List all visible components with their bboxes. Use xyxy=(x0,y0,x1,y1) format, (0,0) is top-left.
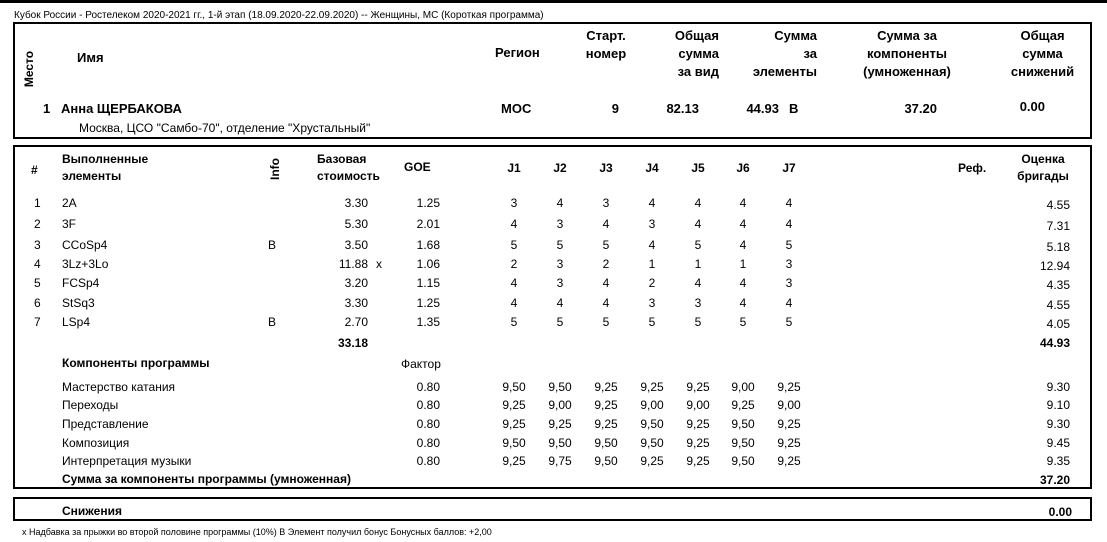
row-score: 4.05 xyxy=(1046,317,1070,331)
component-judge-5: 9,25 xyxy=(686,380,710,394)
row-num: 5 xyxy=(34,276,41,290)
row-num: 7 xyxy=(34,315,41,329)
component-judge-4: 9,25 xyxy=(640,454,664,468)
tes-value: 44.93 xyxy=(746,101,779,116)
row-judge-1: 2 xyxy=(510,257,518,271)
summary-box xyxy=(13,22,1092,139)
row-judge-4: 3 xyxy=(648,296,656,310)
row-info: B xyxy=(268,238,277,252)
row-judge-6: 4 xyxy=(739,276,747,290)
component-judge-5: 9,00 xyxy=(686,398,710,412)
component-judge-3: 9,25 xyxy=(594,417,618,431)
start-number-value: 9 xyxy=(611,101,619,116)
component-judge-5: 9,25 xyxy=(686,454,710,468)
component-judge-7: 9,25 xyxy=(777,417,801,431)
row-judge-1: 4 xyxy=(510,276,518,290)
col-base-header: Базовая стоимость xyxy=(317,152,380,183)
row-judge-1: 4 xyxy=(510,296,518,310)
row-base: 3.20 xyxy=(344,276,368,290)
row-goe: 2.01 xyxy=(416,217,440,231)
component-judge-4: 9,25 xyxy=(640,380,664,394)
row-score: 4.55 xyxy=(1046,198,1070,212)
judge-header-2: J2 xyxy=(553,161,567,175)
row-judge-7: 5 xyxy=(785,238,793,252)
row-judge-1: 4 xyxy=(510,217,518,231)
component-judge-2: 9,25 xyxy=(548,417,572,431)
total-score-value: 82.13 xyxy=(666,101,699,116)
deductions-total: 0.00 xyxy=(1048,505,1072,519)
row-judge-6: 4 xyxy=(739,196,747,210)
row-goe: 1.15 xyxy=(416,276,440,290)
component-factor: 0.80 xyxy=(416,454,440,468)
judge-header-3: J3 xyxy=(599,161,613,175)
judge-header-1: J1 xyxy=(507,161,521,175)
row-judge-2: 4 xyxy=(556,196,564,210)
row-num: 6 xyxy=(34,296,41,310)
row-element: 3Lz+3Lo xyxy=(62,257,109,271)
row-judge-5: 4 xyxy=(694,217,702,231)
skater-name: Анна ЩЕРБАКОВА xyxy=(61,101,182,116)
row-base: 3.50 xyxy=(344,238,368,252)
row-num: 2 xyxy=(34,217,41,231)
component-judge-7: 9,25 xyxy=(777,380,801,394)
component-name: Композиция xyxy=(62,436,130,450)
row-judge-4: 3 xyxy=(648,217,656,231)
component-judge-4: 9,50 xyxy=(640,417,664,431)
row-base: 11.88 xyxy=(338,257,368,271)
component-judge-1: 9,25 xyxy=(502,398,526,412)
component-judge-4: 9,50 xyxy=(640,436,664,450)
region-value: МОС xyxy=(501,101,532,116)
row-element: 2A xyxy=(62,196,77,210)
judge-header-4: J4 xyxy=(645,161,659,175)
row-judge-7: 3 xyxy=(785,276,793,290)
row-judge-7: 4 xyxy=(785,196,793,210)
event-header: Кубок России - Ростелеком 2020-2021 гг., 1-й этап (18.09.2020-22.09.2020) -- Женщины, МС (Короткая программа) xyxy=(14,10,544,21)
row-element: StSq3 xyxy=(62,296,95,310)
row-num: 1 xyxy=(34,196,41,210)
row-judge-2: 4 xyxy=(556,296,564,310)
row-judge-6: 4 xyxy=(739,238,747,252)
row-judge-6: 4 xyxy=(739,296,747,310)
row-judge-3: 5 xyxy=(602,315,610,329)
row-judge-6: 4 xyxy=(739,217,747,231)
component-judge-7: 9,25 xyxy=(777,454,801,468)
base-total: 33.18 xyxy=(337,336,368,350)
col-goe-header: GOE xyxy=(404,160,431,174)
tes-header: Сумма за элементы xyxy=(752,28,817,79)
row-judge-4: 5 xyxy=(648,315,656,329)
component-score: 9.30 xyxy=(1046,380,1070,394)
row-element: CCoSp4 xyxy=(62,238,108,252)
component-judge-5: 9,25 xyxy=(686,436,710,450)
deductions-label: Снижения xyxy=(62,504,122,518)
component-judge-1: 9,25 xyxy=(502,454,526,468)
row-judge-3: 4 xyxy=(602,276,610,290)
components-total-value: 37.20 xyxy=(1039,473,1070,487)
component-name: Переходы xyxy=(62,398,119,412)
component-judge-3: 9,25 xyxy=(594,380,618,394)
tes-bonus-mark: B xyxy=(789,101,799,116)
row-judge-4: 4 xyxy=(648,238,656,252)
row-judge-7: 3 xyxy=(785,257,793,271)
col-score-header: Оценка бригады xyxy=(1017,152,1069,183)
component-judge-6: 9,25 xyxy=(731,398,755,412)
judge-header-7: J7 xyxy=(782,161,796,175)
component-score: 9.35 xyxy=(1046,454,1070,468)
row-goe: 1.06 xyxy=(416,257,440,271)
component-score: 9.10 xyxy=(1046,398,1070,412)
name-header: Имя xyxy=(77,50,104,65)
footnote: x Надбавка за прыжки во второй половине программы (10%) B Элемент получил бонус Бонусных баллов: +2,00 xyxy=(22,527,492,537)
row-judge-6: 5 xyxy=(739,315,747,329)
row-judge-1: 3 xyxy=(510,196,518,210)
row-judge-7: 4 xyxy=(785,217,793,231)
row-judge-4: 2 xyxy=(648,276,656,290)
row-judge-3: 4 xyxy=(602,296,610,310)
row-base: 5.30 xyxy=(344,217,368,231)
component-judge-3: 9,25 xyxy=(594,398,618,412)
row-score: 4.55 xyxy=(1046,298,1070,312)
deductions-header: Общая сумма снижений xyxy=(1010,28,1075,79)
row-judge-5: 5 xyxy=(694,315,702,329)
row-judge-7: 4 xyxy=(785,296,793,310)
col-ref-header: Реф. xyxy=(958,161,987,175)
row-judge-3: 5 xyxy=(602,238,610,252)
component-judge-2: 9,50 xyxy=(548,380,572,394)
component-judge-7: 9,25 xyxy=(777,436,801,450)
row-base: 2.70 xyxy=(344,315,368,329)
row-judge-5: 4 xyxy=(694,276,702,290)
row-judge-2: 3 xyxy=(556,217,564,231)
row-element: FCSp4 xyxy=(62,276,100,290)
row-goe: 1.68 xyxy=(416,238,440,252)
component-judge-3: 9,50 xyxy=(594,454,618,468)
component-name: Представление xyxy=(62,417,149,431)
component-name: Мастерство катания xyxy=(62,380,176,394)
judge-header-6: J6 xyxy=(736,161,750,175)
component-score: 9.45 xyxy=(1046,436,1070,450)
component-judge-1: 9,50 xyxy=(502,436,526,450)
row-num: 4 xyxy=(34,257,41,271)
component-name: Интерпретация музыки xyxy=(62,454,192,468)
row-score: 7.31 xyxy=(1046,219,1070,233)
component-factor: 0.80 xyxy=(416,380,440,394)
factor-header: Фактор xyxy=(401,357,441,371)
deductions-box xyxy=(13,497,1092,521)
component-score: 9.30 xyxy=(1046,417,1070,431)
place-value: 1 xyxy=(43,101,51,116)
row-judge-5: 1 xyxy=(694,257,702,271)
row-judge-3: 3 xyxy=(602,196,610,210)
row-judge-7: 5 xyxy=(785,315,793,329)
row-num: 3 xyxy=(34,238,41,252)
row-goe: 1.25 xyxy=(416,296,440,310)
row-goe: 1.35 xyxy=(416,315,440,329)
col-elements-header: Выполненные элементы xyxy=(62,152,149,183)
row-judge-3: 2 xyxy=(602,257,610,271)
component-judge-4: 9,00 xyxy=(640,398,664,412)
elements-score-total: 44.93 xyxy=(1039,336,1070,350)
row-goe: 1.25 xyxy=(416,196,440,210)
pcs-value: 37.20 xyxy=(904,101,937,116)
component-judge-6: 9,50 xyxy=(731,436,755,450)
components-title: Компоненты программы xyxy=(62,356,210,370)
component-factor: 0.80 xyxy=(416,417,440,431)
row-judge-2: 5 xyxy=(556,238,564,252)
component-judge-2: 9,00 xyxy=(548,398,572,412)
club-name: Москва, ЦСО "Самбо-70", отделение "Хрустальный" xyxy=(79,121,371,135)
row-judge-6: 1 xyxy=(739,257,747,271)
row-judge-1: 5 xyxy=(510,238,518,252)
row-judge-3: 4 xyxy=(602,217,610,231)
component-judge-6: 9,50 xyxy=(731,454,755,468)
col-info-header: Info xyxy=(268,158,282,180)
row-base: 3.30 xyxy=(344,296,368,310)
row-score: 5.18 xyxy=(1046,240,1070,254)
total-score-header: Общая сумма за вид xyxy=(674,28,719,79)
component-judge-2: 9,50 xyxy=(548,436,572,450)
row-base: 3.30 xyxy=(344,196,368,210)
component-judge-7: 9,00 xyxy=(777,398,801,412)
col-num-header: # xyxy=(31,163,38,177)
place-header: Место xyxy=(22,50,36,88)
region-header: Регион xyxy=(495,45,540,60)
row-judge-2: 3 xyxy=(556,276,564,290)
component-judge-1: 9,50 xyxy=(502,380,526,394)
component-factor: 0.80 xyxy=(416,398,440,412)
row-judge-4: 1 xyxy=(648,257,656,271)
component-judge-5: 9,25 xyxy=(686,417,710,431)
deductions-value: 0.00 xyxy=(1019,99,1045,114)
component-judge-6: 9,00 xyxy=(731,380,755,394)
row-element: 3F xyxy=(62,217,77,231)
row-judge-5: 4 xyxy=(694,196,702,210)
row-element: LSp4 xyxy=(62,315,91,329)
component-judge-1: 9,25 xyxy=(502,417,526,431)
row-judge-5: 3 xyxy=(694,296,702,310)
row-judge-5: 5 xyxy=(694,238,702,252)
pcs-header: Сумма за компоненты (умноженная) xyxy=(863,28,951,79)
component-judge-6: 9,50 xyxy=(731,417,755,431)
top-cut-line xyxy=(0,0,1107,3)
row-judge-2: 3 xyxy=(556,257,564,271)
component-judge-3: 9,50 xyxy=(594,436,618,450)
components-total-label: Сумма за компоненты программы (умноженная) xyxy=(62,472,351,486)
row-score: 4.35 xyxy=(1046,278,1070,292)
row-judge-4: 4 xyxy=(648,196,656,210)
start-number-header: Старт. номер xyxy=(585,28,627,61)
component-judge-2: 9,75 xyxy=(548,454,572,468)
component-factor: 0.80 xyxy=(416,436,440,450)
judge-header-5: J5 xyxy=(691,161,705,175)
row-bonus-x: x xyxy=(376,257,382,271)
row-score: 12.94 xyxy=(1039,259,1070,273)
row-judge-2: 5 xyxy=(556,315,564,329)
row-info: B xyxy=(268,315,277,329)
row-judge-1: 5 xyxy=(510,315,518,329)
